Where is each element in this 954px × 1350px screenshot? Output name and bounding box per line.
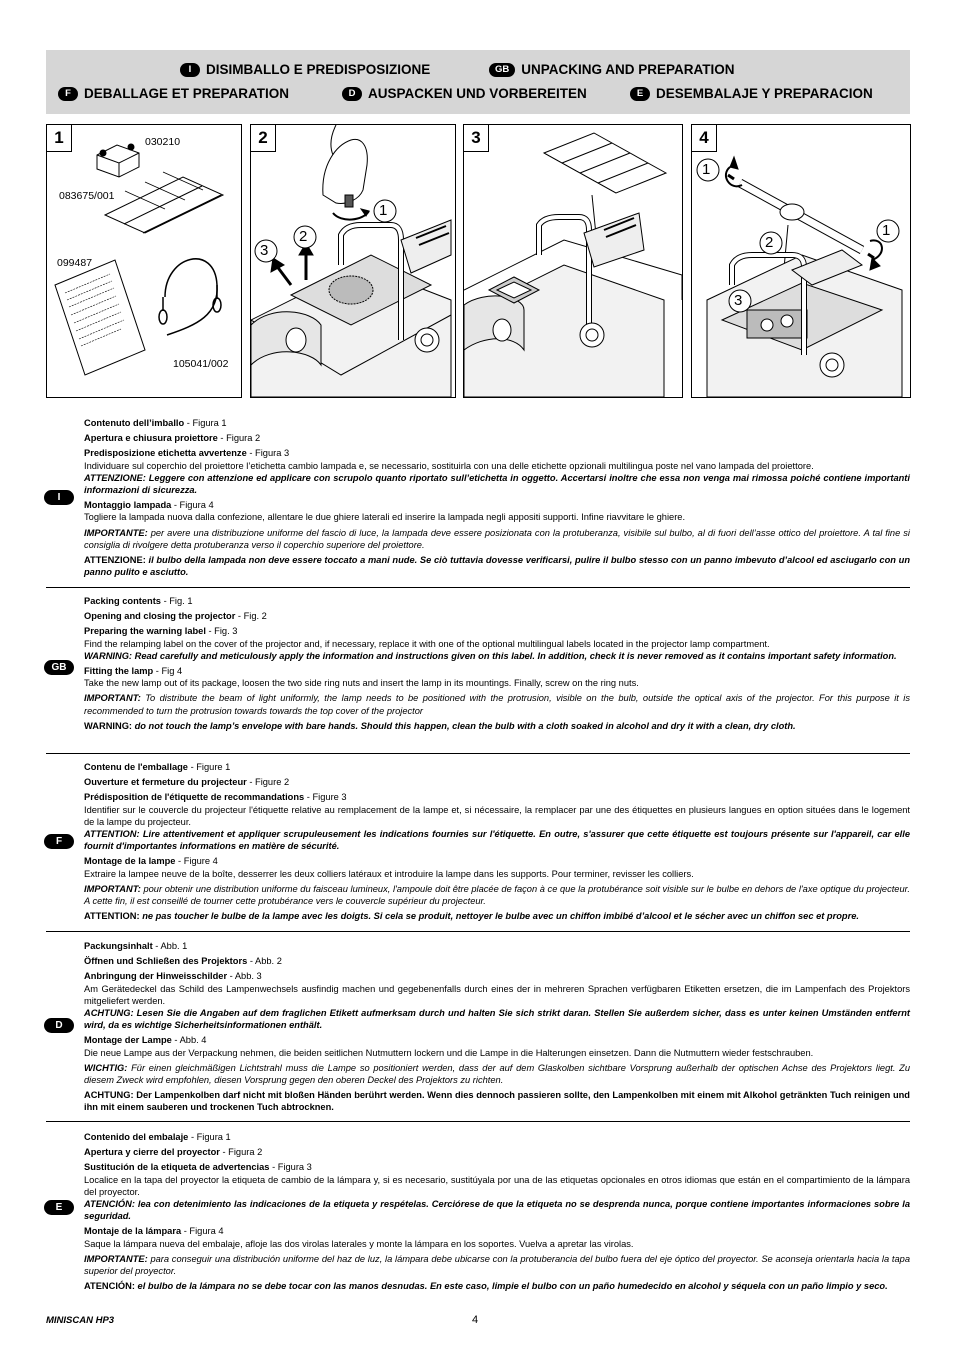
important-label: IMPORTANTE: <box>84 1253 148 1264</box>
item-ref: - Abb. 2 <box>247 956 282 967</box>
warning-text: ATTENTION: Lire attentivement et appliquer scrupuleusement les indications fournies sur l'étiquette. En outre, s'assurer que cette étiquette est toujours présente sur l'appareil, car elle fournit d'importantes informations en matière de sécurité. <box>84 829 910 852</box>
title-gb <box>489 62 735 77</box>
footer-model: MINISCAN HP3 <box>46 1315 115 1326</box>
lang-badge: E <box>630 87 650 101</box>
item-ref: - Figura 4 <box>181 1226 224 1237</box>
item-ref: - Fig 4 <box>153 666 183 677</box>
body-text: Take the new lamp out of its package, loosen the two side ring nuts and insert the lamp in its mountings. Finally, screw on the ring nuts. <box>84 678 639 689</box>
item-title: Apertura y cierre del proyector <box>84 1147 220 1158</box>
callout-number: 2 <box>765 234 774 251</box>
item-title: Packing contents <box>84 596 161 606</box>
important-text: Für einen gleichmäßigen Lichtstrahl muss die Lampe so positioniert werden, dass der auf dem Glaskolben sichtbare Vorsprung außerhalb der optischen Achse des Projektors liegt. Zu diesem Zweck wird empfohlen, diesen Vorsprung gegen den oberen Deckel des Projektors zu richten. <box>84 1062 910 1086</box>
important-text: To distribute the beam of light uniformly, the lamp needs to be positioned with the protrusion, visible on the bulb, outside the optical axis of the projector. For this purpose it is recommended to turn the protrusion towards towards the top cover of the projector <box>84 693 910 716</box>
section-divider <box>46 1121 910 1122</box>
important-label: IMPORTANTE: <box>84 527 148 538</box>
lang-badge: F <box>58 87 78 101</box>
important-text: para conseguir una distribución uniforme del haz de luz, la lámpara debe ubicarse con la protuberancia del bulbo fuera del eje óptico del proyector. Se aconseja orientarla hacia la tapa superior del proyector. <box>84 1253 910 1277</box>
warning-text: ACHTUNG: Lesen Sie die Angaben auf dem fraglichen Etikett aufmerksam durch und halten Sie sich strikt daran. Stellen Sie außerdem sicher, dass es unter keinen Umständen entfernt wird, da es wichtige Sicherheitsinformationen enthält. <box>84 1008 910 1031</box>
item-ref: - Figure 2 <box>246 777 290 788</box>
attention-text: ne pas toucher le bulbe de la lampe avec les doigts. Si cela se produit, nettoyer le bulbe avec un chiffon imbibé d’alcool et le sécher avec un chiffon sec et propre. <box>139 911 859 922</box>
callout-number: 1 <box>702 161 711 178</box>
callout-number: 3 <box>260 242 269 259</box>
callout-number: 1 <box>882 222 891 239</box>
title-it <box>180 62 430 77</box>
item-title: Ouverture et fermeture du projecteur <box>84 777 247 788</box>
figure-3 <box>463 124 683 398</box>
part-code: 105041/002 <box>173 358 229 370</box>
body-text: Die neue Lampe aus der Verpackung nehmen, die beiden seitlichen Nutmuttern lockern und die Lampe in die Halterungen einsetzen. Dann die Nutmuttern wieder festschrauben. <box>84 1047 814 1058</box>
item-ref: - Fig. 2 <box>235 611 267 622</box>
title-text: AUSPACKEN UND VORBEREITEN <box>368 86 587 101</box>
item-ref: - Figura 3 <box>269 1162 312 1173</box>
important-label: IMPORTANT: <box>84 883 141 894</box>
item-title: Apertura e chiusura proiettore <box>84 433 218 444</box>
section-divider <box>46 753 910 754</box>
page-number: 4 <box>472 1314 479 1326</box>
item-title: Öffnen und Schließen des Projektors <box>84 956 248 967</box>
important-label: IMPORTANT: <box>84 693 141 704</box>
item-ref: - Figura 3 <box>246 448 290 459</box>
item-ref: - Abb. 4 <box>171 1035 207 1046</box>
body-text: Find the relamping label on the cover of the projector and, if necessary, replace it with one of the optional multilingual labels located in the projector lamp compartment. <box>84 638 770 649</box>
item-title: Prédisposition de l'étiquette de recommandations <box>84 792 305 803</box>
title-text: DESEMBALAJE Y PREPARACION <box>656 86 873 101</box>
title-es <box>630 86 873 101</box>
figure-number: 3 <box>464 125 489 152</box>
lang-badge: D <box>342 87 362 101</box>
item-ref: - Figura 1 <box>184 418 227 428</box>
item-title: Contenu de l'emballage <box>84 762 188 772</box>
attention-text: Der Lampenkolben darf nicht mit bloßen Händen berührt werden. Wenn dies dennoch passieren sollte, den Lampenkolben mit einem mit Alkohol getränkten Tuch reinigen und ihn mit einem sauberen und trockenen Tuch abtrocknen. <box>84 1090 910 1113</box>
section-divider <box>46 587 910 588</box>
item-title: Opening and closing the projector <box>84 611 236 622</box>
item-title: Predisposizione etichetta avvertenze <box>84 448 247 459</box>
lang-badge-fr: F <box>44 834 74 849</box>
item-title: Montage der Lampe <box>84 1035 172 1046</box>
item-title: Montaggio lampada <box>84 500 172 511</box>
item-ref: - Figure 4 <box>175 856 218 867</box>
figure-2 <box>250 124 456 398</box>
figure-1 <box>46 124 242 398</box>
callout-number: 1 <box>379 202 388 219</box>
body-text: Localice en la tapa del proyector la etiqueta de cambio de la lámpara y, si es necesario, sustitúyala por una de las etiquetas opcionales en otros idiomas que están en el compartimiento de la lámpara del proyector. <box>84 1174 910 1197</box>
part-code: 099487 <box>57 257 93 269</box>
item-ref: - Figura 1 <box>188 1132 231 1142</box>
section-french <box>84 761 910 925</box>
section-german <box>84 940 910 1117</box>
lang-badge-it: I <box>44 490 74 505</box>
lang-badge-de: D <box>44 1018 74 1033</box>
important-label: WICHTIG: <box>84 1062 128 1073</box>
figure-number: 4 <box>692 125 717 152</box>
section-italian <box>84 417 910 581</box>
callout-number: 3 <box>734 292 743 309</box>
lang-badge-gb: GB <box>44 660 74 675</box>
body-text: Identifier sur le couvercle du projecteur l'étiquette relative au remplacement de la lampe et, si nécessaire, la remplacer par une des étiquettes en plusieurs langues en option situées dans le logement de la lampe du projecteur. <box>84 804 910 827</box>
body-text: Extraire la lampee neuve de la boîte, desserrer les deux colliers latéraux et introduire la lampe dans les supports. Pour terminer, revisser les colliers. <box>84 868 694 879</box>
item-title: Packungsinhalt <box>84 941 153 951</box>
attention-text: el bulbo de la lámpara no se debe tocar con las manos desnudas. En este caso, limpie el bulbo con un paño humedecido en alcohol y séquela con un paño limpio y seco. <box>134 1281 888 1292</box>
item-ref: - Fig. 1 <box>160 596 193 606</box>
item-ref: - Fig. 3 <box>205 626 238 637</box>
attention-text: il bulbo della lampada non deve essere toccato a mani nude. Se ciò tuttavia dovesse verificarsi, pulire il bulbo stesso con un panno imbevuto d’alcool ed asciugarlo con un panno pulito e asciutto. <box>84 555 910 578</box>
title-text: DEBALLAGE ET PREPARATION <box>84 86 290 101</box>
item-ref: - Figura 2 <box>219 1147 263 1158</box>
item-title: Contenido del embalaje <box>84 1132 189 1142</box>
section-divider <box>46 931 910 932</box>
item-ref: - Figura 2 <box>217 433 261 444</box>
body-text: Togliere la lampada nuova dalla confezione, allentare le due ghiere laterali ed inserire la lampada negli appositi supporti. Infine riavvitare le ghiere. <box>84 512 686 523</box>
warning-text: WARNING: Read carefully and meticulously apply the information and instructions given on this label. In addition, check it is never removed as it contains important safety information. <box>84 650 897 661</box>
item-ref: - Abb. 1 <box>152 941 188 951</box>
body-text: Individuare sul coperchio del proiettore l’etichetta cambio lampada e, se necessario, sostituirla con una delle etichette opzionali multilingua poste nel vano lampada del proiettore. <box>84 460 814 471</box>
warning-text: ATTENZIONE: Leggere con attenzione ed applicare con scrupolo quanto riportato sull’etichetta in oggetto. Accertarsi inoltre che essa non venga mai rimossa poiché contiene importanti informazioni di sicurezza. <box>84 472 910 496</box>
attention-label: ATENCIÓN: <box>84 1281 135 1292</box>
title-de <box>342 86 587 101</box>
item-ref: - Figure 1 <box>187 762 231 772</box>
item-ref: - Figure 3 <box>304 792 347 803</box>
section-english <box>84 595 910 735</box>
figure-3-illustration <box>464 125 682 397</box>
attention-label: WARNING: <box>84 720 133 731</box>
title-fr <box>58 86 289 101</box>
part-code: 083675/001 <box>59 190 115 202</box>
warning-text: ATENCIÓN: lea con detenimiento las indicaciones de la etiqueta y respételas. Cerciórese de que la etiqueta no se desprenda nunca, porque contiene importantes informaciones sobre la seguridad. <box>84 1199 910 1222</box>
item-ref: - Figura 4 <box>171 500 214 511</box>
important-text: pour obtenir une distribution uniforme du faisceau lumineux, l'ampoule doit être placée de façon à ce que la protubérance soit visible sur le bulbe en dehors de l'axe optique du projecteur. A cette fin, il est conseillé de tourner cette protubérance vers le couvercle supérieur du projecteur. <box>84 883 910 907</box>
lang-badge-es: E <box>44 1200 74 1215</box>
title-text: DISIMBALLO E PREDISPOSIZIONE <box>206 62 431 77</box>
figure-4-illustration <box>692 125 910 397</box>
item-title: Preparing the warning label <box>84 626 206 637</box>
attention-text: do not touch the lamp’s envelope with bare hands. Should this happen, clean the bulb with a cloth soaked in alcohol and dry it with a clean, dry cloth. <box>132 720 796 731</box>
important-text: per avere una distribuzione uniforme del fascio di luce, la lampada deve essere posizionata con la protuberanza, visibile sul bulbo, al di fuori dell’asse ottico del proiettore. A tal fine si consiglia di rivolgere detta protuberanza verso il coperchio superiore del proiettore. <box>84 527 910 550</box>
attention-label: ATTENTION: <box>84 911 140 922</box>
body-text: Am Gerätedeckel das Schild des Lampenwechsels ausfindig machen und gegebenenfalls durch eines der in mehreren Sprachen verfügbaren Etiketten ersetzen, die im Lampenfach des Projektors mitgeliefert werden. <box>84 983 910 1006</box>
figure-number: 2 <box>251 125 276 152</box>
item-title: Montaje de la lámpara <box>84 1226 182 1237</box>
attention-label: ACHTUNG: <box>84 1090 134 1101</box>
item-title: Montage de la lampe <box>84 856 176 867</box>
item-title: Sustitución de la etiqueta de advertencias <box>84 1162 270 1173</box>
section-spanish <box>84 1131 910 1295</box>
item-title: Contenuto dell’imballo <box>84 418 185 428</box>
item-title: Anbringung der Hinweisschilder <box>84 971 228 982</box>
header-bar <box>46 50 910 114</box>
title-text: UNPACKING AND PREPARATION <box>521 62 735 77</box>
item-ref: - Abb. 3 <box>227 971 262 982</box>
lang-badge: GB <box>489 63 515 77</box>
part-code: 030210 <box>145 136 181 148</box>
lang-badge: I <box>180 63 200 77</box>
figure-number: 1 <box>47 125 72 152</box>
callout-number: 2 <box>299 228 308 245</box>
figure-2-illustration <box>251 125 455 397</box>
attention-label: ATTENZIONE: <box>84 555 146 566</box>
body-text: Saque la lámpara nueva del embalaje, afloje las dos virolas laterales y monte la lámpara en los soportes. Vuelva a apretar las virolas. <box>84 1238 634 1249</box>
figure-4 <box>691 124 911 398</box>
item-title: Fitting the lamp <box>84 666 154 677</box>
